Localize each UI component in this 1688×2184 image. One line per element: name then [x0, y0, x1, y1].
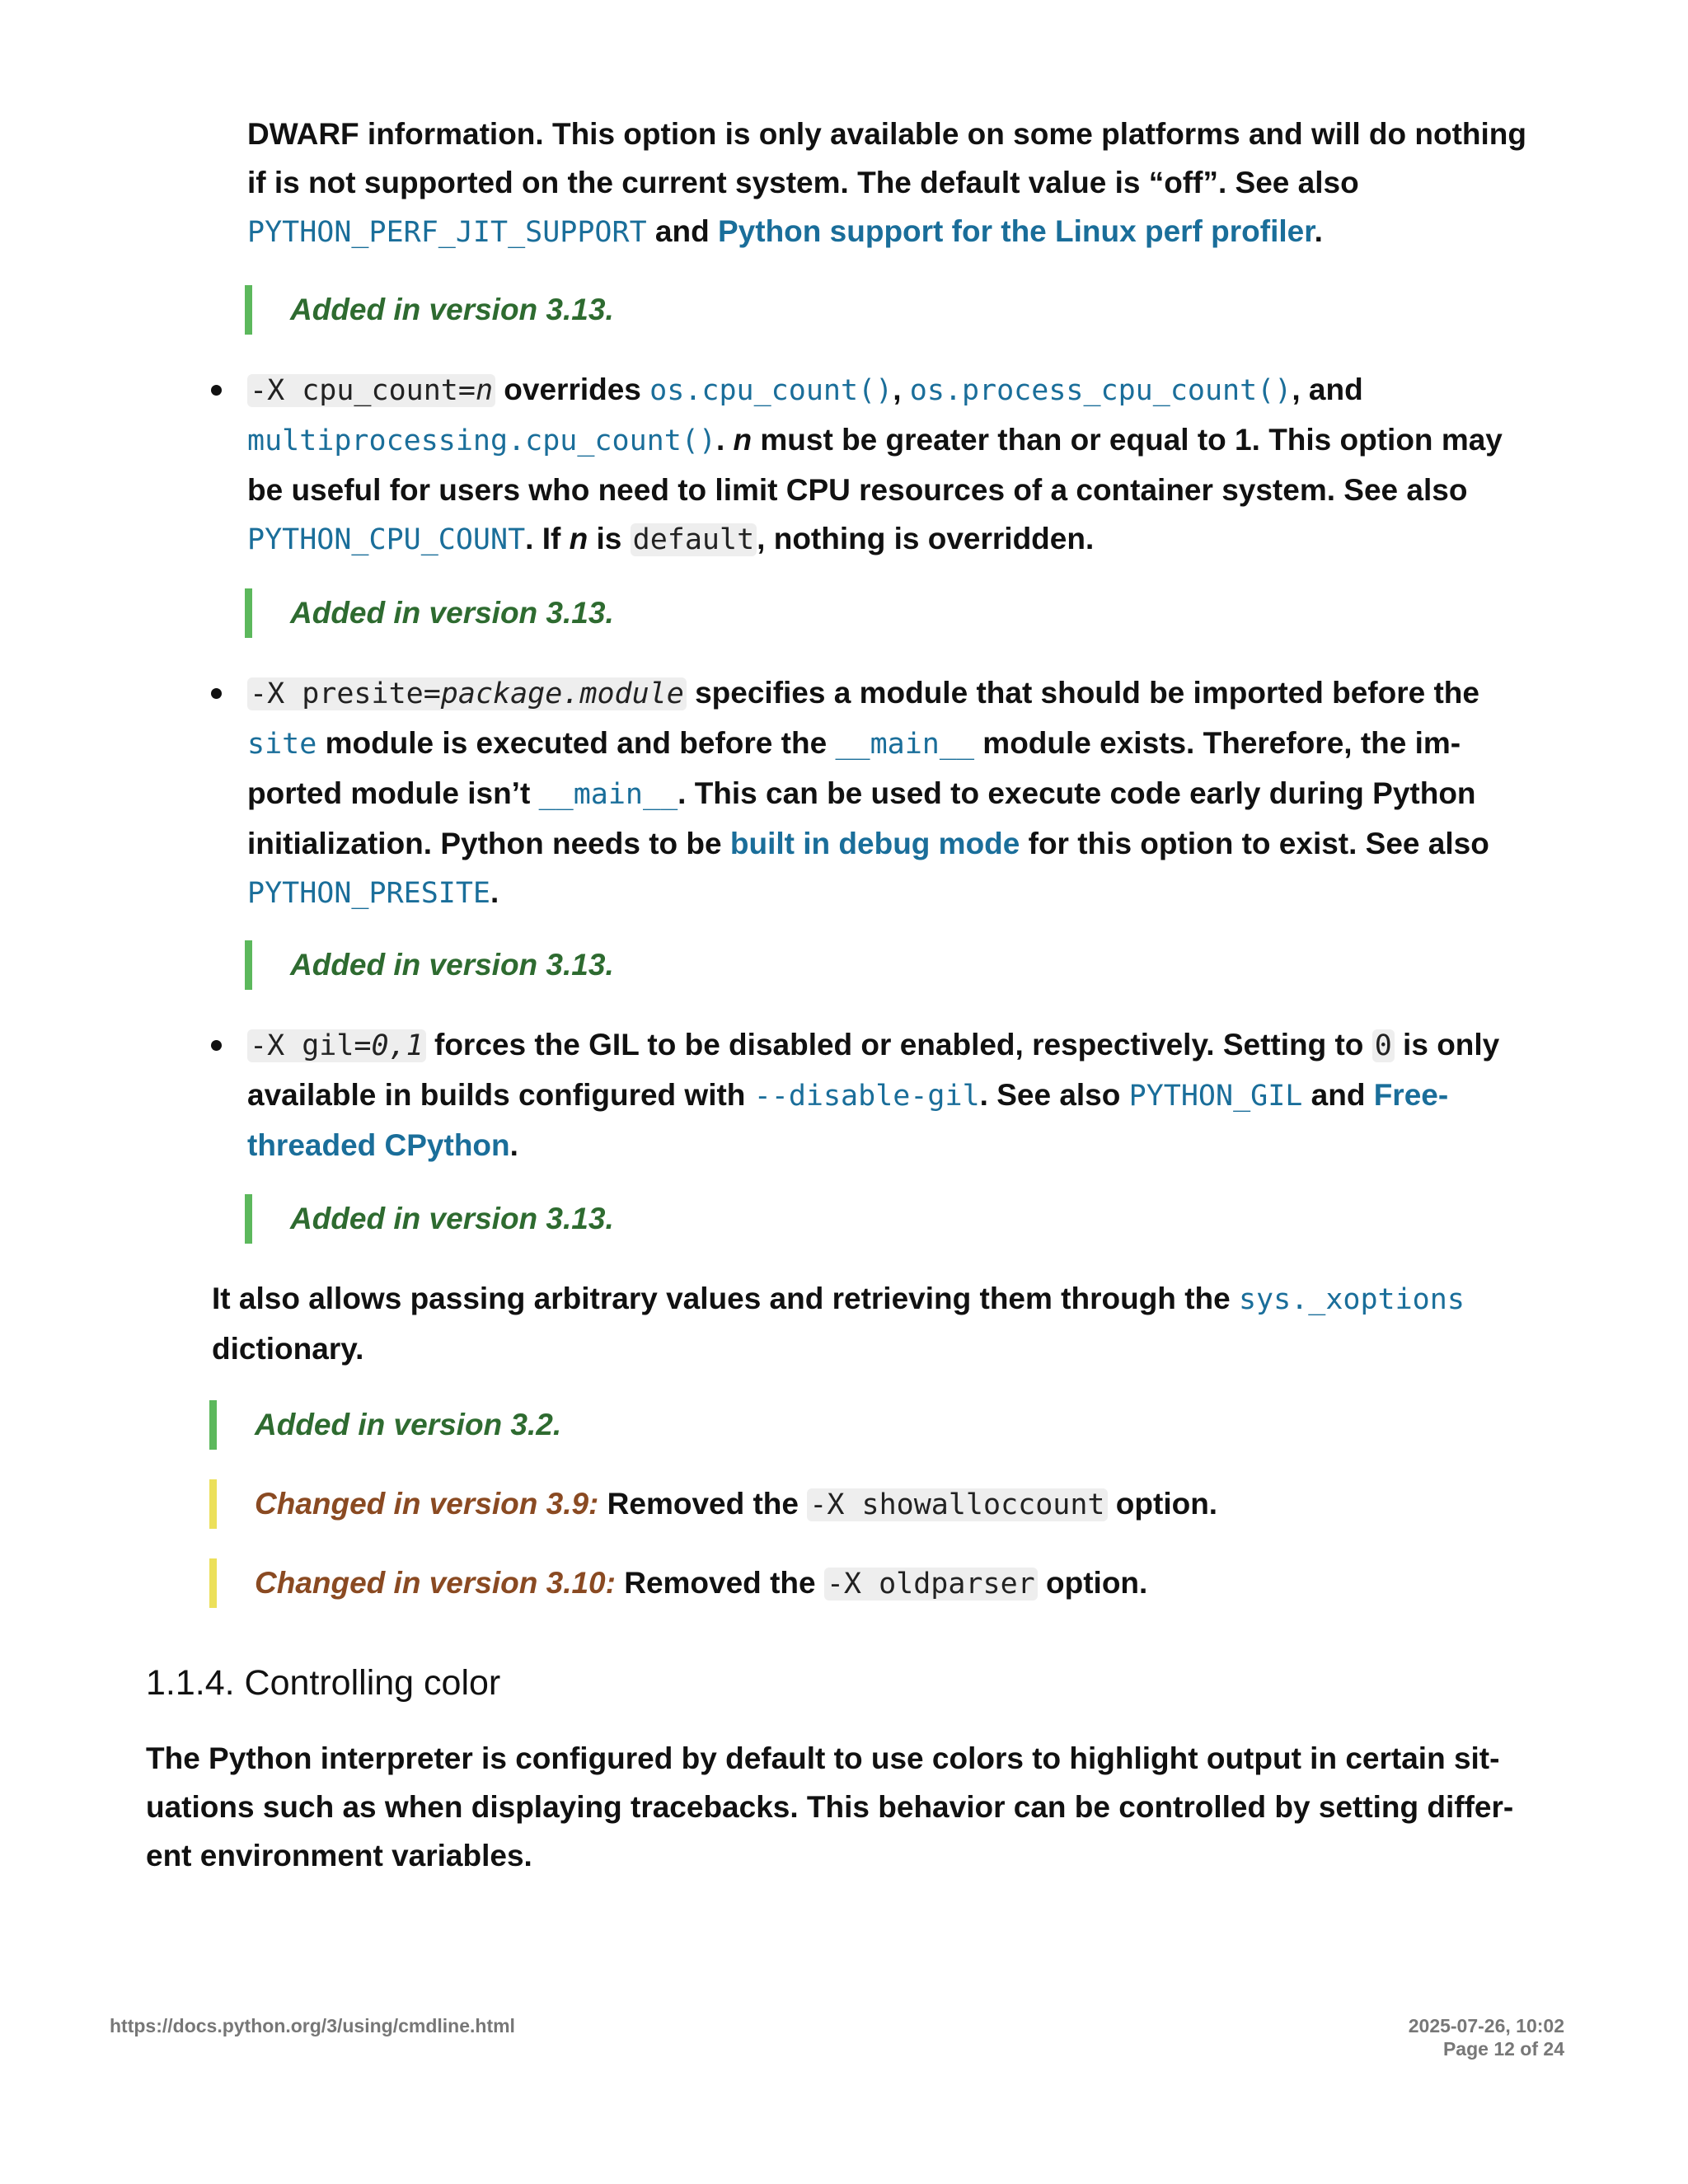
- intro-line-2: if is not supported on the current system. The default value is “off”. See also: [247, 166, 1359, 199]
- env-var-cpu-count[interactable]: PYTHON_CPU_COUNT: [247, 523, 526, 556]
- presite-item: -X presite=package.module specifies a module that should be imported before the site module is executed and before the __main__ module exists. Therefore, the im- ported module isn’t __main__. This can be used to execute code early during Python initialization. Python needs to be built in debug mode for this option to exist. See also PYTHON_PRESITE.: [247, 676, 1489, 910]
- section-heading: 1.1.4. Controlling color: [146, 1663, 501, 1703]
- env-var-perf-jit[interactable]: PYTHON_PERF_JIT_SUPPORT: [247, 216, 647, 249]
- perf-profiler-link[interactable]: Python support for the Linux perf profiler: [718, 214, 1315, 248]
- version-added-note: Added in version 3.13.: [245, 588, 614, 638]
- main-module-ref[interactable]: __main__: [538, 778, 678, 811]
- bullet-marker: [211, 688, 222, 699]
- env-var-gil[interactable]: PYTHON_GIL: [1128, 1080, 1303, 1113]
- env-var-presite[interactable]: PYTHON_PRESITE: [247, 877, 491, 910]
- footer-page-number: Page 12 of 24: [1442, 2038, 1564, 2060]
- disable-gil-ref[interactable]: --disable-gil: [753, 1080, 980, 1113]
- presite-option-code: -X presite=package.module: [247, 677, 687, 710]
- site-module-ref[interactable]: site: [247, 728, 317, 761]
- intro-end: .: [1314, 214, 1323, 248]
- os-process-cpu-count-ref[interactable]: os.process_cpu_count(): [909, 374, 1292, 407]
- oldparser-code: -X oldparser: [824, 1568, 1038, 1601]
- sys-xoptions-ref[interactable]: sys._xoptions: [1238, 1283, 1465, 1316]
- debug-build-link[interactable]: built in debug mode: [729, 827, 1020, 860]
- default-value-code: default: [631, 523, 757, 556]
- gil-item: -X gil=0,1 forces the GIL to be disabled or enabled, respectively. Setting to 0 is only available in builds configured with --disable-gil. See also PYTHON_GIL and Free- threaded CPython.: [247, 1028, 1500, 1162]
- gil-option-code: -X gil=0,1: [247, 1029, 426, 1062]
- footer-datetime: 2025-07-26, 10:02: [1408, 2015, 1564, 2036]
- version-added-note: Added in version 3.2.: [209, 1400, 561, 1450]
- version-added-note: Added in version 3.13.: [245, 940, 614, 990]
- version-changed-note: Changed in version 3.9: Removed the -X showalloccount option.: [209, 1479, 1217, 1529]
- free-threaded-link[interactable]: Free-: [1373, 1078, 1449, 1112]
- free-threaded-link[interactable]: threaded CPython: [247, 1128, 510, 1162]
- intro-and: and: [646, 214, 718, 248]
- color-paragraph: The Python interpreter is configured by default to use colors to highlight output in certain sit- uations such as when displaying tracebacks. This behavior can be controlled by setting differ- ent environment variables.: [146, 1741, 1514, 1872]
- bullet-marker: [211, 385, 222, 396]
- intro-paragraph: [247, 110, 1541, 257]
- version-added-note: Added in version 3.13.: [245, 285, 614, 335]
- intro-line-1: DWARF information. This option is only available on some platforms and will do nothing: [247, 117, 1526, 151]
- multiprocessing-cpu-count-ref[interactable]: multiprocessing.cpu_count(): [247, 424, 716, 457]
- cpu-count-option-code: -X cpu_count=n: [247, 374, 495, 407]
- main-module-ref[interactable]: __main__: [835, 728, 975, 761]
- xoptions-paragraph: It also allows passing arbitrary values and retrieving them through the sys._xoptions dictionary.: [212, 1282, 1465, 1366]
- version-changed-note: Changed in version 3.10: Removed the -X oldparser option.: [209, 1558, 1147, 1608]
- os-cpu-count-ref[interactable]: os.cpu_count(): [649, 374, 893, 407]
- zero-value-code: 0: [1372, 1029, 1395, 1062]
- footer-url: https://docs.python.org/3/using/cmdline.html: [110, 2015, 515, 2036]
- cpu-count-item: -X cpu_count=n overrides os.cpu_count(), os.process_cpu_count(), and multiprocessing.cpu_count(). n must be greater than or equal to 1. This option may be useful for users who need to limit CPU resources of a container system. See also PYTHON_CPU_COUNT. If n is default, nothing is overridden.: [247, 373, 1503, 556]
- bullet-marker: [211, 1040, 222, 1051]
- showalloccount-code: -X showalloccount: [807, 1488, 1107, 1521]
- version-added-note: Added in version 3.13.: [245, 1194, 614, 1244]
